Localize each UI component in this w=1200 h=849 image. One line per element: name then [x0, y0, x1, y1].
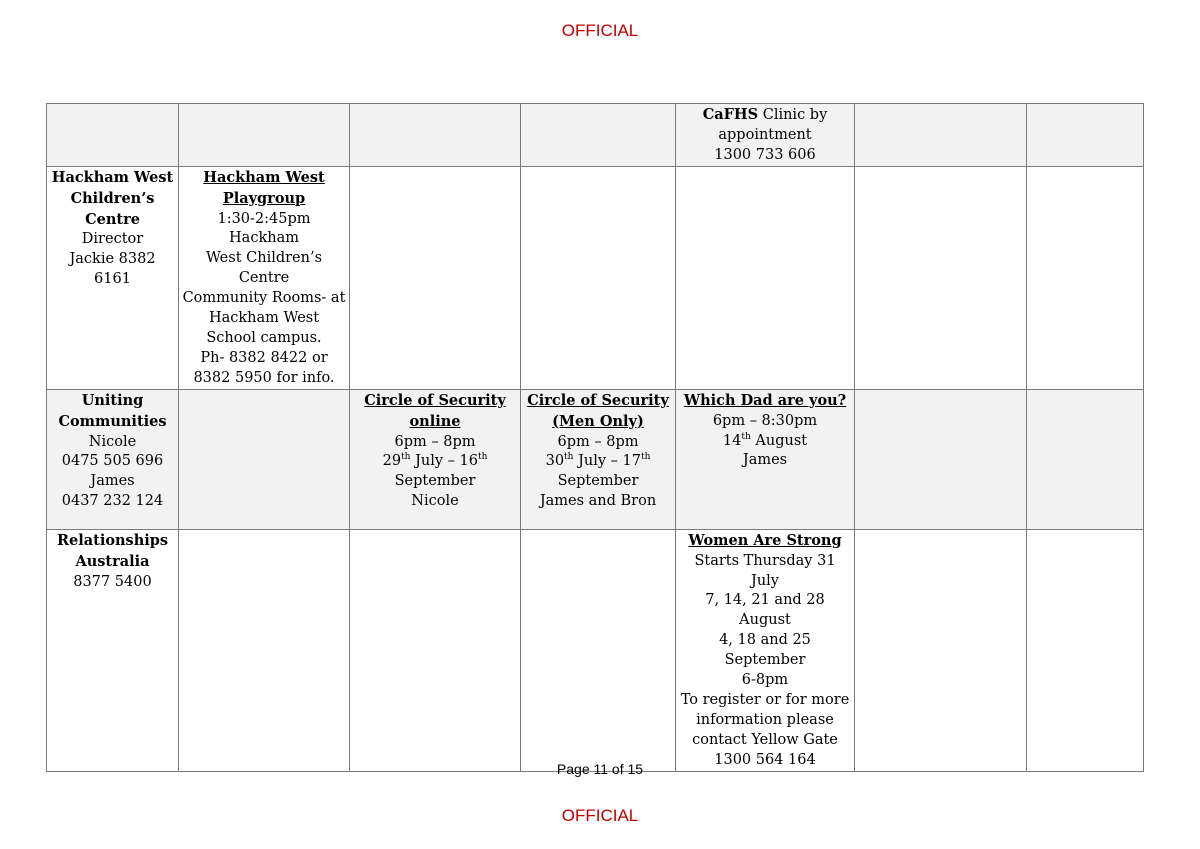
date-day: 14	[722, 432, 742, 449]
program-month: September	[557, 473, 639, 490]
date-suffix: th	[477, 452, 488, 463]
org-name: Relationships	[56, 531, 169, 549]
table-row	[47, 166, 1144, 389]
table-cell	[521, 166, 676, 389]
table-cell	[179, 529, 350, 771]
table-cell	[676, 166, 855, 389]
table-cell	[350, 104, 521, 167]
cafhs-cell	[676, 104, 855, 167]
org-cell	[47, 529, 179, 771]
program-title: (Men Only)	[552, 412, 644, 430]
playgroup-line: 1:30-2:45pm Hackham	[217, 210, 311, 247]
org-contact: Nicole	[88, 433, 137, 450]
date-suffix: th	[640, 452, 651, 463]
org-phone: 0437 232 124	[61, 493, 164, 510]
program-title: online	[409, 412, 461, 430]
date-day: 29	[382, 453, 402, 470]
table-cell	[855, 389, 1027, 529]
program-title: Which Dad are you?	[683, 391, 847, 409]
playgroup-cell	[179, 166, 350, 389]
date-month: August	[750, 432, 808, 449]
org-name: Children’s	[70, 189, 155, 207]
program-dates	[546, 453, 651, 469]
table-cell	[179, 104, 350, 167]
cos-online-cell	[350, 389, 521, 529]
org-contact: Jackie 8382 6161	[69, 251, 156, 288]
playgroup-title: Hackham West	[203, 168, 325, 186]
program-line: 7, 14, 21 and 28 August	[705, 592, 825, 629]
table-cell	[47, 104, 179, 167]
cafhs-text: Clinic by	[758, 107, 828, 123]
cafhs-phone: 1300 733 606	[714, 146, 816, 163]
org-name: Uniting	[81, 391, 144, 409]
program-dates	[383, 453, 488, 469]
table-cell	[1027, 389, 1144, 529]
program-line: 6-8pm	[741, 672, 789, 689]
table-cell	[855, 166, 1027, 389]
date-suffix: th	[564, 452, 574, 463]
program-facilitator: James and Bron	[539, 493, 657, 510]
program-title: Women Are Strong	[688, 531, 842, 549]
playgroup-line: West Children’s Centre	[205, 250, 323, 287]
services-table	[46, 103, 1144, 772]
official-header: OFFICIAL	[561, 21, 639, 40]
table-cell	[521, 529, 676, 771]
date-range: July – 17	[573, 453, 641, 470]
program-facilitator: James	[742, 452, 788, 469]
program-facilitator: Nicole	[411, 493, 459, 510]
cafhs-name: CaFHS	[702, 106, 759, 123]
date-suffix: th	[401, 452, 411, 463]
official-footer: OFFICIAL	[561, 806, 639, 825]
playgroup-line: School campus.	[206, 329, 322, 346]
playgroup-title: Playgroup	[222, 189, 306, 207]
table-row	[47, 529, 1144, 771]
program-line: information please	[696, 711, 834, 728]
date-day: 30	[545, 453, 565, 470]
program-dates	[723, 433, 807, 449]
program-line: To register or for more	[680, 691, 850, 708]
dad-cell	[676, 389, 855, 529]
table-cell	[855, 104, 1027, 167]
program-line: Starts Thursday 31 July	[694, 552, 836, 589]
program-time: 6pm – 8pm	[557, 433, 639, 450]
table-cell	[1027, 166, 1144, 389]
table-cell	[521, 104, 676, 167]
playgroup-line: Hackham West	[208, 310, 320, 327]
table-cell	[350, 166, 521, 389]
date-suffix: th	[741, 431, 751, 442]
playgroup-line: Community Rooms- at	[182, 290, 346, 307]
table-cell	[855, 529, 1027, 771]
program-title: Circle of Security	[527, 391, 669, 409]
org-role: Director	[81, 231, 144, 248]
program-line: 1300 564 164	[714, 751, 816, 768]
program-month: September	[394, 473, 476, 490]
program-time: 6pm – 8:30pm	[712, 412, 818, 429]
org-contact: James	[90, 473, 135, 490]
table-row	[47, 104, 1144, 167]
org-name: Australia	[75, 552, 150, 570]
page-number: Page 11 of 15	[556, 761, 644, 777]
program-time: 6pm – 8pm	[394, 433, 476, 450]
table-cell	[1027, 529, 1144, 771]
table-cell	[179, 389, 350, 529]
org-name: Communities	[58, 412, 167, 430]
org-name: Hackham West	[51, 168, 174, 186]
table-row	[47, 389, 1144, 529]
cos-men-cell	[521, 389, 676, 529]
playgroup-line: Ph- 8382 8422 or	[200, 349, 328, 366]
table-cell	[350, 529, 521, 771]
date-range: July – 16	[410, 453, 478, 470]
cafhs-line2: appointment	[718, 126, 812, 143]
org-phone: 0475 505 696	[61, 453, 164, 470]
program-line: contact Yellow Gate	[692, 731, 838, 748]
table-cell	[1027, 104, 1144, 167]
org-phone: 8377 5400	[73, 573, 152, 590]
program-title: Circle of Security	[364, 391, 506, 409]
playgroup-line: 8382 5950 for info.	[193, 369, 335, 386]
program-line: 4, 18 and 25 September	[719, 632, 811, 669]
org-name: Centre	[85, 210, 140, 228]
org-cell	[47, 389, 179, 529]
org-cell	[47, 166, 179, 389]
women-strong-cell	[676, 529, 855, 771]
